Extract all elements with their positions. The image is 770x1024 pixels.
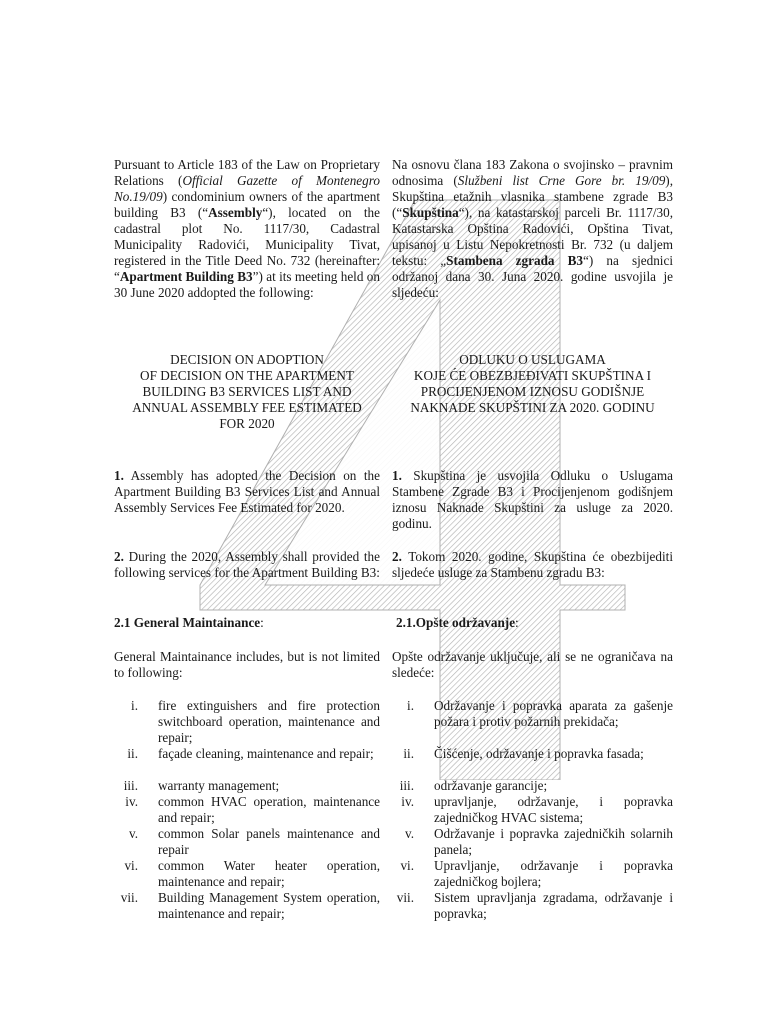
list-item-number: v. [128,826,138,841]
section-heading-colon: : [515,615,519,630]
preamble-en-gazette: Official Gazette of Montenegro No.19/09 [114,173,380,204]
list-item [114,746,380,778]
list-item-text: Održavanje i popravka aparata za gašenje požara i protiv požarnih prekidača; [434,698,673,729]
paragraph-number: 1. [114,468,124,483]
list-item-number: ii. [403,746,414,761]
paragraph-text: Assembly has adopted the Decision on the Apartment Building B3 Services List and Annual Assembly Services Fee Estimated for 2020. [114,468,380,515]
list-item-text: Čišćenje, održavanje i popravka fasada; [434,746,644,761]
list-item [392,858,673,890]
list-item [392,826,673,858]
list-item-text: common Water heater operation, maintenance and repair; [158,858,380,889]
list-item-text: common Solar panels maintenance and repair [158,826,380,857]
list-item [392,746,673,778]
paragraph-number: 1. [392,468,402,483]
list-item-number: iv. [125,794,138,809]
section-2-1-heading-en [114,615,380,631]
title-line: FOR 2020 [219,416,275,431]
preamble-me-building: Stambena zgrada B3 [446,253,584,268]
preamble-me-text: ), Skupština etažnih vlasnika stambene zgrade B3 (“ [392,173,673,220]
title-line: KOJE ĆE OBEZBJEĐIVATI SKUPŠTINA I [413,368,652,383]
list-item-number: iv. [401,794,414,809]
list-item [392,794,673,826]
section-heading: 2.1 General Maintainance [114,615,261,630]
list-item-text: façade cleaning, maintenance and repair; [158,746,374,761]
paragraph-text: During the 2020, Assembly shall provided the following services for the Apartment Building B3: [114,549,380,580]
list-item-text: fire extinguishers and fire protection switchboard operation, maintenance and repair; [158,698,380,745]
title-line: PROCIJENJENOM IZNOSU GODIŠNJE [420,384,645,399]
list-item-number: vii. [120,890,138,905]
preamble-me-gazette: Službeni list Crne Gore br. 19/09 [457,173,666,188]
paragraph-text: Skupština je usvojila Odluku o Uslugama Stambene Zgrade B3 i Procijenjenom godišnjem iznosu Naknade Skupštini za usluge za 2020. godinu. [392,468,673,531]
title-line: ANNUAL ASSEMBLY FEE ESTIMATED [132,400,362,415]
list-item-number: iii. [399,778,414,793]
preamble-en [114,157,380,301]
list-item [114,890,380,922]
list-item-text: Building Management System operation, maintenance and repair; [158,890,380,921]
preamble-me-text: Na osnovu člana 183 Zakona o svojinsko – pravnim odnosima ( [392,157,673,188]
list-item [114,794,380,826]
list-item-number: v. [404,826,414,841]
title-line: DECISION ON ADOPTION [170,352,324,367]
list-item [114,778,380,794]
list-item [114,858,380,890]
title-line: ODLUKU O USLUGAMA [459,352,606,367]
preamble-en-text: “), located on the cadastral plot No. 1117/30, Cadastral Municipality Radovići, Municipality Tivat, registered in the Title Deed No. 732 (hereinafter: “ [114,205,380,284]
paragraph-text: Tokom 2020. godine, Skupština će obezbijediti sljedeće usluge za Stambenu zgradu B3: [392,549,673,580]
list-item [392,778,673,794]
services-list-en [114,698,380,922]
preamble-en-text: ) condominium owners of the apartment building B3 (“ [114,189,380,220]
list-item [114,698,380,746]
list-item-text: upravljanje, održavanje, i popravka zajedničkog HVAC sistema; [434,794,673,825]
preamble-en-assembly: Assembly [208,205,263,220]
preamble-me-text: “) na sjednici održanoj dana 30. Juna 2020. godine usvojila je sljedeću: [392,253,673,300]
list-item-text: održavanje garancije; [434,778,548,793]
list-item-number: vi. [400,858,414,873]
preamble-me-assembly: Skupština [402,205,459,220]
title-line: BUILDING B3 SERVICES LIST AND [142,384,352,399]
preamble-en-building: Apartment Building B3 [119,269,253,284]
section-2-1-intro-en: General Maintainance includes, but is not limited to following: [114,649,380,680]
paragraph-number: 2. [392,549,402,564]
paragraph-2-en [114,549,380,581]
title-line: OF DECISION ON THE APARTMENT [140,368,354,383]
preamble-en-text: ”) at its meeting held on 30 June 2020 addopted the following: [114,269,380,300]
paragraph-1-me [392,468,673,532]
services-list-me [392,698,673,922]
decision-title-me [392,352,673,416]
list-item-number: vii. [396,890,414,905]
list-item [114,826,380,858]
list-item-text: Sistem upravljanja zgradama, održavanje i popravka; [434,890,673,921]
paragraph-1-en [114,468,380,516]
list-item-text: common HVAC operation, maintenance and repair; [158,794,380,825]
paragraph-2-me [392,549,673,581]
list-item-text: Upravljanje, održavanje i popravka zajedničkog bojlera; [434,858,673,889]
list-item-text: Održavanje i popravka zajedničkih solarnih panela; [434,826,673,857]
paragraph-number: 2. [114,549,124,564]
list-item [392,890,673,922]
list-item-number: vi. [124,858,138,873]
section-heading: 2.1.Opšte održavanje [396,615,516,630]
preamble-me-text: “), na katastarskoj parceli Br. 1117/30, Katastarska Opština Radovići, Opština Tivat, upisanoj u Listu Nepokretnosti Br. 732 (u daljem tekstu: „ [392,205,673,268]
section-2-1-heading-me [396,615,677,631]
preamble-me [392,157,673,301]
list-item-text: warranty management; [158,778,280,793]
decision-title-en [114,352,380,432]
list-item-number: iii. [123,778,138,793]
title-line: NAKNADE SKUPŠTINI ZA 2020. GODINU [410,400,655,415]
list-item-number: ii. [127,746,138,761]
section-heading-colon: : [260,615,264,630]
section-2-1-intro-me: Opšte održavanje uključuje, ali se ne ograničava na sledeće: [392,649,673,680]
list-item [392,698,673,746]
list-item-number: i. [131,698,138,713]
list-item-number: i. [407,698,414,713]
preamble-en-text: Pursuant to Article 183 of the Law on Proprietary Relations ( [114,157,380,188]
